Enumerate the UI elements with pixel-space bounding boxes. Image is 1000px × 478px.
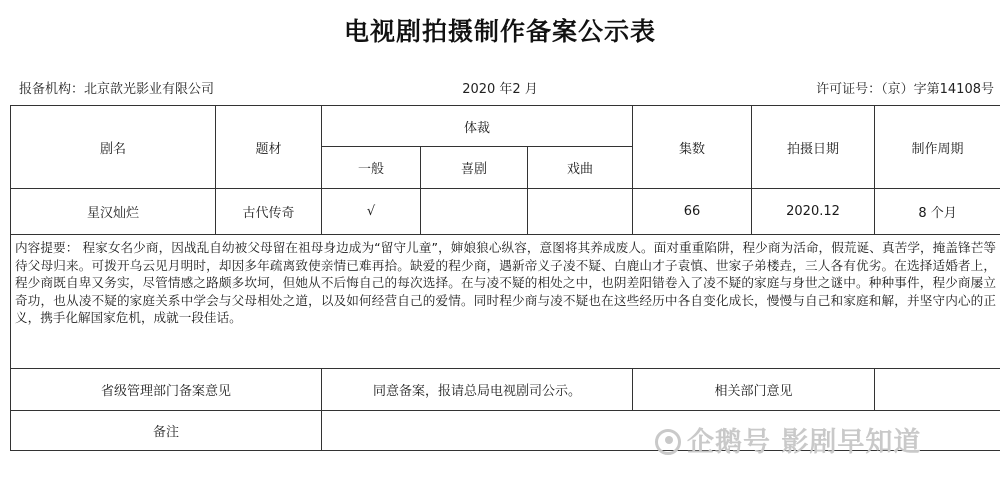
table-row xyxy=(11,189,1000,235)
header-shoot-date: 拍摄日期 xyxy=(752,106,875,189)
synopsis: 内容提要： 程家女名少商，因战乱自幼被父母留在祖母身边成为“留守儿童”，婶娘狼心纵容，意图将其养成废人。面对重重陷阱，程少商为活命，假荒诞、真苦学，掩盖锋芒等待父母归来。可拨开乌云见月明时，却因多年疏离致使亲情已难再拾。缺爱的程少商，遇新帝义子凌不疑、白鹿山才子袁慎、世家子弟楼垚，三人各有优劣。在选择适婚者上，程少商既自卑又务实，尽管情感之路颇多坎坷，但她从不后悔自己的每次选择。在与凌不疑的相处之中，也阴差阳错卷入了凌不疑的家庭与身世之谜中。种种事件，程少商屡立奇功，也从凌不疑的家庭关系中学会与父母相处之道，以及如何经营自己的爱情。同时程少商与凌不疑也在这些经历中各自变化成长，慢慢与自己和家庭和解，并坚守内心的正义，携手化解国家危机，成就一段佳话。 xyxy=(11,235,1000,369)
cell-opera xyxy=(528,189,633,235)
watermark-text: 企鹅号 影剧早知道 xyxy=(687,427,922,458)
cell-name: 星汉灿烂 xyxy=(11,189,216,235)
header-episodes: 集数 xyxy=(633,106,752,189)
cell-shoot-date: 2020.12 xyxy=(752,189,875,235)
page-title: 电视剧拍摄制作备案公示表 xyxy=(343,17,656,46)
header-genre: 体裁 xyxy=(322,106,633,147)
penguin-icon xyxy=(655,429,681,455)
header-genre-comedy: 喜剧 xyxy=(421,147,528,189)
report-date: 2020 年2 月 xyxy=(462,82,538,97)
provincial-label: 省级管理部门备案意见 xyxy=(11,369,322,411)
header-theme: 题材 xyxy=(216,106,322,189)
cell-cycle: 8 个月 xyxy=(875,189,1000,235)
cell-theme: 古代传奇 xyxy=(216,189,322,235)
remarks-label: 备注 xyxy=(11,411,322,451)
cell-comedy xyxy=(421,189,528,235)
header-name: 剧名 xyxy=(11,106,216,189)
related-opinion xyxy=(875,369,1000,411)
license-number: 许可证号：（京）字第14108号 xyxy=(816,82,994,97)
filing-table xyxy=(10,105,1000,451)
header-genre-general: 一般 xyxy=(322,147,421,189)
provincial-opinion: 同意备案，报请总局电视剧司公示。 xyxy=(322,369,633,411)
cell-episodes: 66 xyxy=(633,189,752,235)
watermark xyxy=(655,420,921,459)
cell-general-check: √ xyxy=(322,189,421,235)
related-label: 相关部门意见 xyxy=(633,369,875,411)
reporting-org: 报备机构：北京歆光影业有限公司 xyxy=(19,82,215,97)
header-cycle: 制作周期 xyxy=(875,106,1000,189)
header-genre-opera: 戏曲 xyxy=(528,147,633,189)
